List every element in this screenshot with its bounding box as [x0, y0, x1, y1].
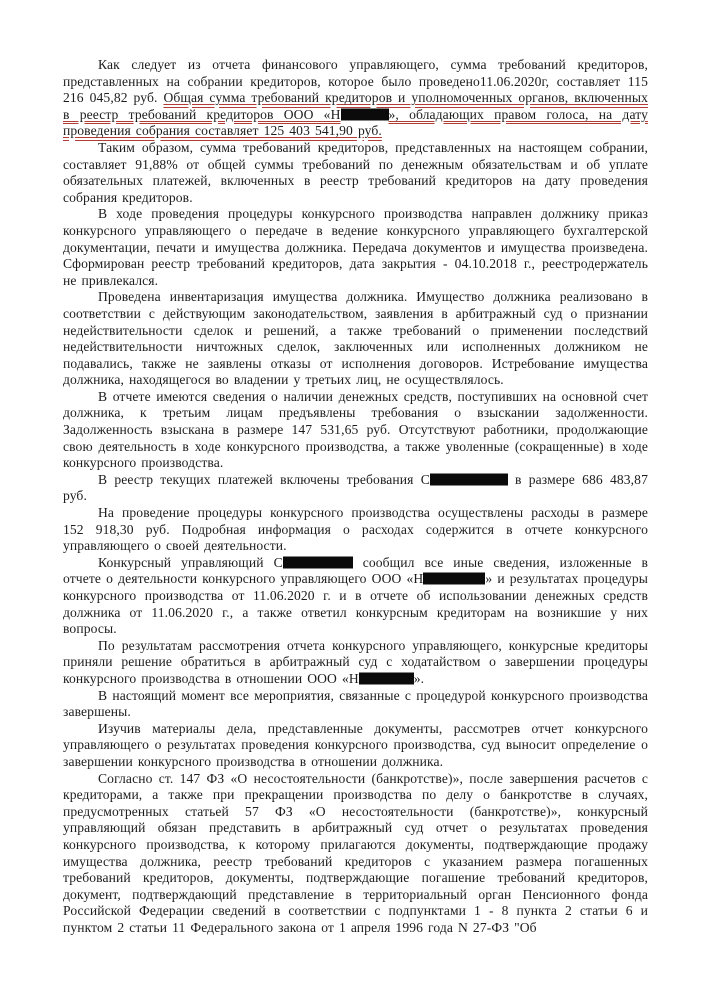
paragraph	[63, 289, 648, 389]
paragraph	[63, 57, 648, 140]
text-segment: В отчете имеются сведения о наличии денежных средств, поступивших на основной счет должника, к третьим лицам предъявлены требования о взыскании задолженности. Задолженность взыскана в размере 147 531,65 руб. Отсутствуют работники, продолжающие свою деятельность в ходе конкурсного производства, а также уволенные (сокращенные) в ходе конкурсного производства.	[63, 388, 648, 471]
redaction-box	[341, 108, 389, 120]
text-segment: ».	[413, 670, 425, 686]
paragraph	[63, 638, 648, 688]
text-segment: В реестр текущих платежей включены требования С	[98, 471, 430, 487]
underlined-text: », обладающих правом голоса, на дату проведения собрания составляет 125 403 541,90 руб.	[63, 106, 648, 139]
paragraph	[63, 688, 648, 721]
text-segment: Таким образом, сумма требований кредиторов, представленных на настоящем собрании, составляет 91,88% от общей суммы требований по денежным обязательствам и об уплате обязательных платежей, включенных в реестр требований кредиторов на дату проведения собрания кредиторов.	[63, 139, 648, 205]
paragraph	[63, 505, 648, 555]
paragraph	[63, 206, 648, 289]
document-body	[63, 57, 648, 936]
underlined-text: Общая сумма требований кредиторов и уполномоченных органов, включенных в реестр требований кредиторов ООО «Н	[63, 90, 648, 122]
text-segment: Проведена инвентаризация имущества должника. Имущество должника реализовано в соответствии с действующим законодательством, заявления в арбитражный суд о признании недействительности сделок и решений, а также требований о применении последствий недействительности ничтожных сделок, заключенных или исполненных должником не подавались, также не заявлены отказы от исполнения договоров. Истребование имущества должника, находящегося во владении у третьих лиц, не осуществлялось.	[63, 289, 648, 388]
text-segment: » и результатах процедуры конкурсного производства от 11.06.2020 г. и в отчете об использовании денежных средств должника от 11.06.2020 г., а также ответил конкурсным кредиторам на возникшие у них вопросы.	[63, 571, 648, 637]
text-segment: В ходе проведения процедуры конкурсного производства направлен должнику приказ конкурсного управляющего о передаче в ведение конкурсного управляющего бухгалтерской документации, печати и имущества должника. Передача документов и имущества произведена. Сформирован реестр требований кредиторов, дата закрытия - 04.10.2018 г., реестродержатель не привлекался.	[63, 206, 648, 288]
text-segment: Как следует из отчета финансового управляющего, сумма требований кредиторов, представленных на собрании кредиторов, которое было проведено11.06.2020г, составляет 115 216 045,82 руб.	[63, 57, 648, 106]
redaction-box	[359, 672, 414, 684]
text-segment: По результатам рассмотрения отчета конкурсного управляющего, конкурсные кредиторы приняли решение обратиться в арбитражный суд с ходатайством о завершении процедуры конкурсного производства в отношении ООО «Н	[63, 637, 648, 686]
paragraph	[63, 555, 648, 638]
text-segment: В настоящий момент все мероприятия, связанные с процедурой конкурсного производства завершены.	[63, 687, 648, 720]
paragraph	[63, 389, 648, 472]
redaction-box	[423, 573, 485, 585]
text-segment: Конкурсный управляющий С	[98, 554, 283, 570]
paragraph	[63, 771, 648, 937]
text-segment: На проведение процедуры конкурсного производства осуществлены расходы в размере 152 918,30 руб. Подробная информация о расходах содержится в отчете конкурсного управляющего о своей деятельности.	[63, 505, 648, 554]
text-segment: в размере 686 483,87 руб.	[63, 471, 648, 504]
text-segment: сообщил все иные сведения, изложенные в отчете о деятельности конкурсного управляющего ООО «Н	[63, 554, 648, 587]
paragraph	[63, 721, 648, 771]
redaction-box	[283, 556, 353, 568]
text-segment: Изучив материалы дела, представленные документы, рассмотрев отчет конкурсного управляющего о результатах проведения конкурсного производства, суд выносит определение о завершении конкурсного производства в отношении должника.	[63, 720, 648, 769]
text-segment: Согласно ст. 147 ФЗ «О несостоятельности (банкротстве)», после завершения расчетов с кредиторами, а также при прекращении производства по делу о банкротстве в случаях, предусмотренных статьей 57 ФЗ «О несостоятельности (банкротстве)», конкурсный управляющий обязан представить в арбитражный суд отчет о результатах проведения конкурсного производства, к которому прилагаются документы, подтверждающие продажу имущества должника, реестр требований кредиторов с указанием размера погашенных требований кредиторов, документы, подтверждающие погашение требований кредиторов, документ, подтверждающий представление в территориальный орган Пенсионного фонда Российской Федерации сведений в соответствии с подпунктами 1 - 8 пункта 2 статьи 6 и пунктом 2 статьи 11 Федерального закона от 1 апреля 1996 года N 27-ФЗ "Об	[63, 770, 648, 935]
redaction-box	[430, 473, 508, 485]
paragraph	[63, 140, 648, 206]
paragraph	[63, 472, 648, 505]
